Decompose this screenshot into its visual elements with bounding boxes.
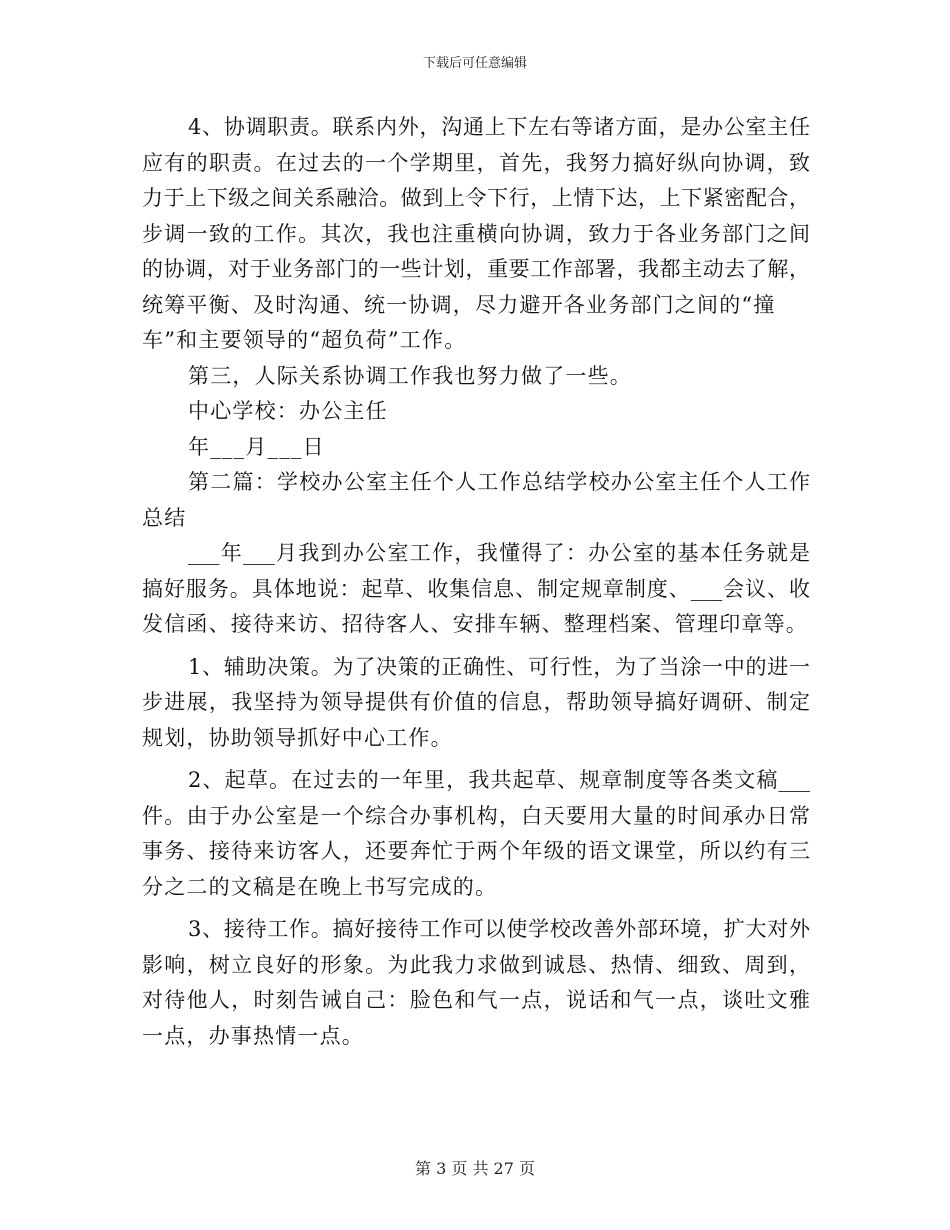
paragraph-line: 步调一致的工作。其次，我也注重横向协调，致力于各业务部门之间 bbox=[142, 221, 810, 246]
section-title-line: 第二篇：学校办公室主任个人工作总结学校办公室主任个人工作 bbox=[188, 470, 810, 494]
paragraph-line: 搞好服务。具体地说：起草、收集信息、制定规章制度、___会议、收 bbox=[142, 576, 810, 601]
paragraph-line: 1、辅助决策。为了决策的正确性、可行性，为了当涂一中的进一 bbox=[188, 654, 810, 679]
paragraph-line: 事务、接待来访客人，还要奔忙于两个年级的语文课堂，所以约有三 bbox=[142, 839, 810, 863]
paragraph-line: 的协调，对于业务部门的一些计划，重要工作部署，我都主动去了解， bbox=[142, 257, 810, 281]
date-line: 年___月___日 bbox=[188, 434, 325, 459]
paragraph-line: 应有的职责。在过去的一个学期里，首先，我努力搞好纵向协调，致 bbox=[142, 150, 810, 175]
paragraph-line: 2、起草。在过去的一年里，我共起草、规章制度等各类文稿___ bbox=[188, 768, 810, 792]
paragraph-line: 力于上下级之间关系融洽。做到上令下行，上情下达，上下紧密配合， bbox=[142, 186, 810, 210]
paragraph-line: 影响，树立良好的形象。为此我力求做到诚恳、热情、细致、周到， bbox=[142, 952, 810, 977]
paragraph-line: 4、协调职责。联系内外，沟通上下左右等诸方面，是办公室主任 bbox=[188, 115, 810, 139]
paragraph-line: 件。由于办公室是一个综合办事机构，白天要用大量的时间承办日常 bbox=[142, 803, 810, 828]
paragraph-line: 规划，协助领导抓好中心工作。 bbox=[142, 725, 453, 750]
document-body bbox=[142, 110, 810, 1054]
signature-line: 中心学校：办公主任 bbox=[188, 399, 388, 423]
paragraph-line: 3、接待工作。搞好接待工作可以使学校改善外部环境，扩大对外 bbox=[188, 917, 810, 941]
paragraph-line: 一点，办事热情一点。 bbox=[142, 1023, 364, 1048]
paragraph-line: 分之二的文稿是在晚上书写完成的。 bbox=[142, 874, 498, 899]
paragraph-line: 对待他人，时刻告诫自己：脸色和气一点，说话和气一点，谈吐文雅 bbox=[142, 988, 810, 1012]
paragraph-line: 发信函、接待来访、招待客人、安排车辆、整理档案、管理印章等。 bbox=[142, 612, 808, 636]
paragraph-line: 第三，人际关系协调工作我也努力做了一些。 bbox=[188, 363, 632, 388]
page-number: 第 3 页 共 27 页 bbox=[415, 1159, 535, 1178]
paragraph-line: 步进展，我坚持为领导提供有价值的信息，帮助领导搞好调研、制定 bbox=[142, 690, 810, 714]
paragraph-line: 车”和主要领导的“超负荷”工作。 bbox=[142, 328, 467, 352]
paragraph-line: 统筹平衡、及时沟通、统一协调，尽力避开各业务部门之间的“撞 bbox=[142, 292, 776, 317]
paragraph-line: ___年___月我到办公室工作，我懂得了：办公室的基本任务就是 bbox=[188, 541, 810, 565]
page-header: 下载后可任意编辑 bbox=[422, 56, 527, 71]
section-title-line: 总结 bbox=[142, 505, 187, 530]
